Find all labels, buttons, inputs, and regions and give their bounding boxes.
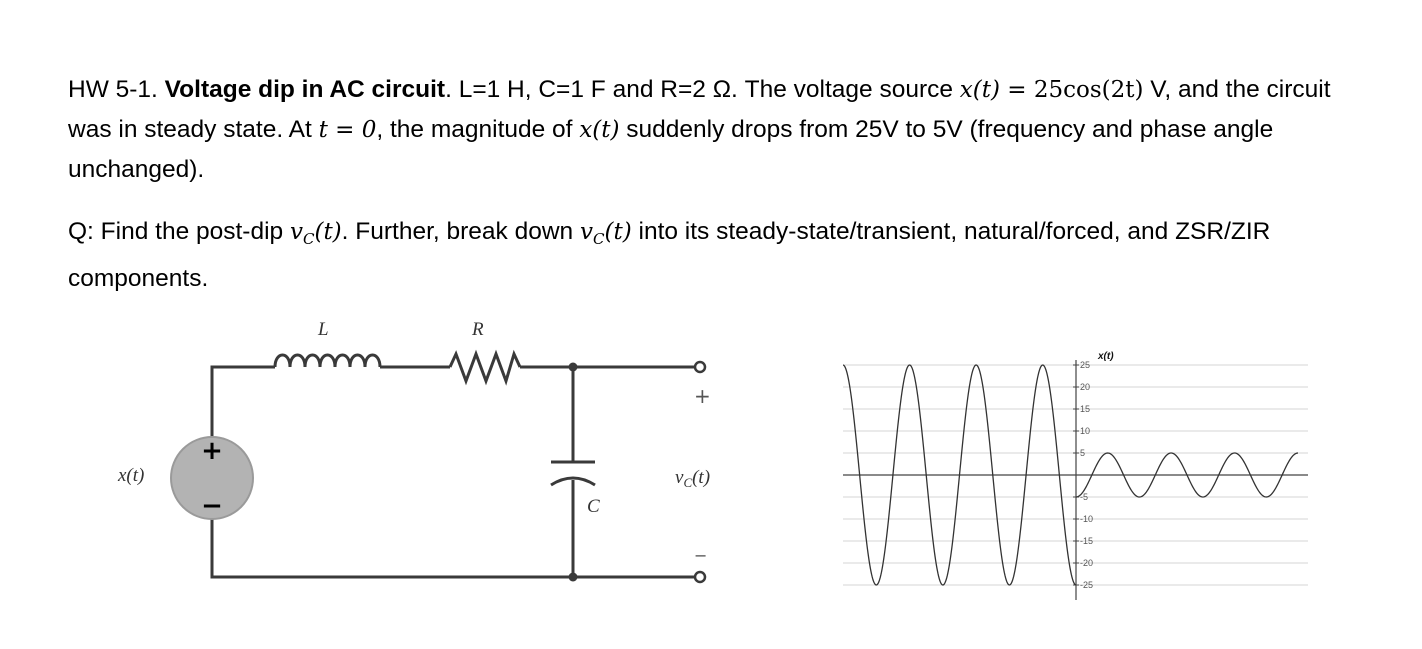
resistor-zigzag: [450, 354, 520, 381]
tick-label: -25: [1080, 580, 1094, 590]
tick-label: -10: [1080, 514, 1094, 524]
output-terminal-top: [695, 362, 705, 372]
inductor-label: L: [318, 319, 329, 340]
resistor-label: R: [472, 319, 484, 340]
problem-question: [68, 212, 1368, 299]
steady-state-text: V, and the circuit was in steady state. At: [68, 76, 1331, 143]
rlc-circuit-diagram: [100, 305, 740, 605]
waveform-axis-label: x(t): [1098, 351, 1114, 362]
tick-label: 5: [1080, 448, 1086, 458]
question-start: Q: Find the post-dip: [68, 218, 290, 245]
capacitor-label: C: [587, 496, 600, 517]
output-minus-label: −: [694, 546, 708, 565]
source-symbol-2: x(t): [579, 117, 620, 143]
tick-label: 15: [1080, 404, 1091, 414]
tick-label: -5: [1080, 492, 1089, 502]
tick-label: -15: [1080, 536, 1094, 546]
junction-dot-bottom: [569, 573, 578, 582]
circuit-wires: [212, 367, 695, 577]
output-terminal-bottom: [695, 572, 705, 582]
vc-symbol-2: $v_C(t)$: [580, 219, 632, 248]
problem-title: Voltage dip in AC circuit: [164, 76, 446, 103]
source-plus-sign: +: [201, 436, 223, 466]
inductor-coil: [275, 355, 380, 367]
drop-text: suddenly drops from 25V to 5V (frequency and phase angle unchanged).: [68, 116, 1274, 183]
question-mid: . Further, break down: [341, 218, 580, 245]
vc-symbol: $v_C(t)$: [289, 219, 342, 248]
source-waveform-plot: [843, 345, 1308, 600]
source-minus-sign: −: [201, 491, 223, 521]
problem-number: HW 5-1.: [68, 76, 165, 103]
magnitude-text: , the magnitude of: [376, 116, 580, 143]
tick-label: 20: [1080, 382, 1091, 392]
question-end: into its steady-state/transient, natural/forced, and ZSR/ZIR components.: [68, 218, 1271, 292]
problem-paragraph-1: [68, 70, 1368, 190]
junction-dot-top: [569, 363, 578, 372]
tick-label: 25: [1080, 360, 1091, 370]
time-zero: t = 0: [318, 117, 377, 143]
source-symbol: x(t): [959, 77, 1000, 103]
given-values: . L=1 H, C=1 F and R=2 Ω. The voltage source: [445, 76, 960, 103]
output-plus-label: +: [694, 384, 711, 408]
vc-label: $v_C(t)$: [675, 467, 711, 490]
tick-label: -20: [1080, 558, 1094, 568]
source-equation: = 25cos(2t): [999, 77, 1144, 103]
source-label: x(t): [118, 465, 145, 486]
tick-label: 10: [1080, 426, 1091, 436]
